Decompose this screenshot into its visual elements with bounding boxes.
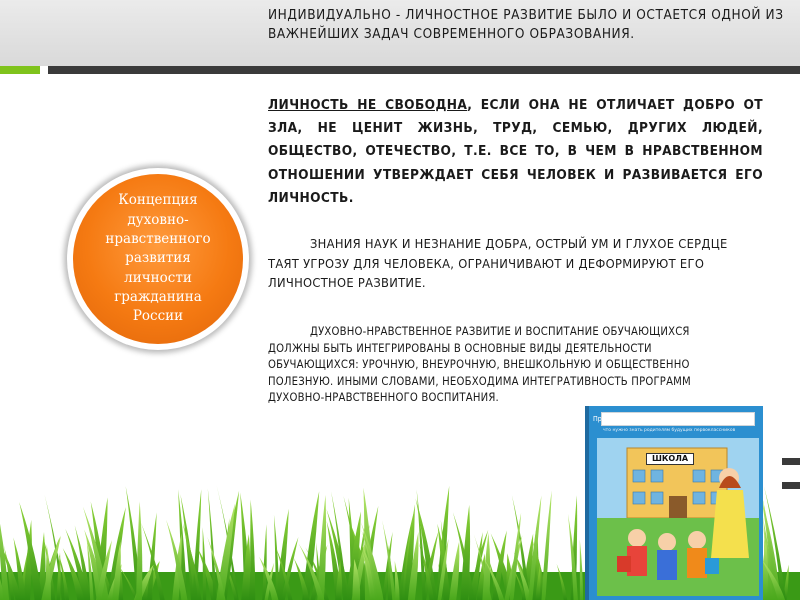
paragraph-integration: ДУХОВНО-НРАВСТВЕННОЕ РАЗВИТИЕ И ВОСПИТАНИЕ ОБУЧАЮЩИХСЯ ДОЛЖНЫ БЫТЬ ИНТЕГРИРОВАНЫ В ОСНОВНЫЕ ВИДЫ ДЕЯТЕЛЬНОСТИ ОБУЧАЮЩИХСЯ: УРОЧНУЮ, ВНЕУРОЧНУЮ, ВНЕШКОЛЬНУЮ И ОБЩЕСТВЕННО ПОЛЕЗНУЮ. ИНЫМИ СЛОВАМИ, НЕОБХОДИМА ИНТЕГРАТИВНОСТЬ ПРОГРАММ ДУХОВНО-НРАВСТВЕННОГО ВОСПИТАНИЯ. [268, 325, 691, 405]
paragraph-personality-lead: ЛИЧНОСТЬ НЕ СВОБОДНА [268, 97, 468, 113]
paragraph-personality [268, 94, 763, 210]
side-bar-mark [782, 458, 800, 465]
concept-circle [73, 174, 243, 344]
paragraph-personality-rest: , ЕСЛИ ОНА НЕ ОТЛИЧАЕТ ДОБРО ОТ ЗЛА, НЕ ЦЕНИТ ЖИЗНЬ, ТРУД, СЕМЬЮ, ДРУГИХ ЛЮДЕЙ, ОБЩЕСТВО, ОТЕЧЕСТВО, Т.Е. ВСЕ ТО, В ЧЕМ В НРАВСТВЕННОМ ОТНОШЕНИИ УТВЕРЖДАЕТ СЕБЯ ЧЕЛОВЕК И РАЗВИВАЕТСЯ ЕГО ЛИЧНОСТЬ. [268, 97, 763, 206]
paragraph-knowledge: ЗНАНИЯ НАУК И НЕЗНАНИЕ ДОБРА, ОСТРЫЙ УМ И ГЛУХОЕ СЕРДЦЕ ТАЯТ УГРОЗУ ДЛЯ ЧЕЛОВЕКА, ОГРАНИЧИВАЮТ И ДЕФОРМИРУЮТ ЕГО ЛИЧНОСТНОЕ РАЗВИТИЕ. [268, 237, 728, 291]
concept-circle-text: Концепция духовно- нравственного развития личности гражданина России [105, 192, 211, 325]
book-series-title: Предшкольный бум [593, 415, 659, 423]
book-cover-image [585, 406, 763, 600]
slide-title: ИНДИВИДУАЛЬНО - ЛИЧНОСТНОЕ РАЗВИТИЕ БЫЛО И ОСТАЕТСЯ ОДНОЙ ИЗ ВАЖНЕЙШИХ ЗАДАЧ СОВРЕМЕННОГО ОБРАЗОВАНИЯ. [268, 7, 784, 42]
book-subtitle: что нужно знать родителям будущих первоклассников [603, 428, 736, 433]
school-sign: ШКОЛА [646, 453, 694, 465]
divider-bar [48, 66, 800, 74]
book-authors: Г. В. Мохина Е. В. Панасюк [651, 415, 722, 421]
accent-bar [0, 66, 40, 74]
